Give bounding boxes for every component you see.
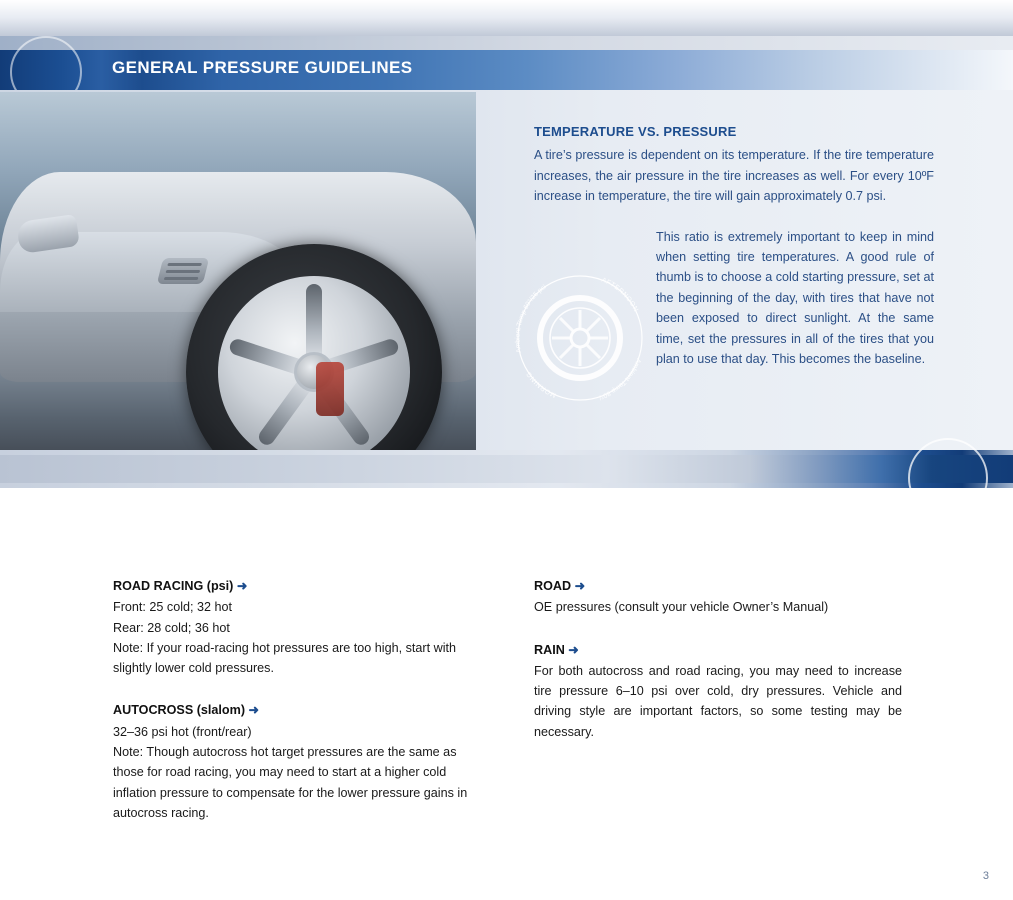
block-road-racing [113, 576, 479, 678]
block-line: For both autocross and road racing, you may need to increase tire pressure 6–10 psi over cold, dry pressures. Vehicle and driving style are important factors, so some testing may be necessary. [534, 663, 902, 739]
arrow-icon: ➜ [568, 642, 579, 657]
hero-paragraph-1: A tire’s pressure is dependent on its temperature. If the tire temperature increases, the air pressure in the tire increases as well. For every 10ºF increase in temperature, the tire will gain approximately 0.7 psi. [534, 148, 934, 204]
top-band-stripe [0, 36, 1013, 50]
hero-section-title: TEMPERATURE VS. PRESSURE [534, 124, 737, 139]
block-rain [534, 640, 902, 742]
block-autocross [113, 700, 479, 823]
arrow-icon: ➜ [248, 703, 260, 718]
watermark-label-bottom-left: MORNING [525, 369, 558, 399]
block-title [534, 640, 902, 660]
wheel-rim [218, 276, 410, 450]
block-title [113, 700, 479, 720]
block-title-text: RAIN [534, 642, 565, 657]
block-title-text: ROAD [534, 579, 572, 593]
arrow-icon: ➜ [236, 579, 248, 593]
block-line: Front: 25 cold; 32 hot [113, 600, 233, 615]
fender-vent [157, 258, 209, 284]
block-title [534, 576, 902, 596]
block-line: OE pressures (consult your vehicle Owner’s Manual) [534, 600, 829, 615]
left-text-column [113, 576, 479, 823]
hero-paragraph-2: This ratio is extremely important to keep in mind when setting tire temperatures. A good rule of thumb is to choose a cold starting pressure, set at the beginning of the day, with tires that have not been exposed to direct sunlight. At the same time, set the pressures in all of the tires that you plan to use that day. This becomes the baseline. [656, 229, 934, 367]
block-title-text: ROAD RACING (psi) [113, 579, 234, 593]
right-text-column [534, 576, 902, 742]
hero-bottom-band-stripe [0, 455, 1013, 483]
page-title: GENERAL PRESSURE GUIDELINES [112, 58, 413, 77]
top-decorative-band [0, 0, 1013, 50]
bottom-circle-decoration [908, 438, 988, 518]
block-line: Rear: 28 cold; 36 hot [113, 620, 230, 635]
page-number: 3 [982, 870, 989, 882]
car-wheel-photo [0, 92, 476, 450]
block-title-text: AUTOCROSS (slalom) [113, 703, 246, 718]
watermark-label-bottom-right: Ambient Temp 80°/ [597, 357, 642, 401]
watermark-label-top-right: AFTERNOON [600, 276, 640, 314]
watermark-label-top-left: Ambient Temp 60°/25 psi [514, 283, 548, 354]
arrow-icon: ➜ [574, 579, 586, 593]
block-line: Note: Though autocross hot target pressures are the same as those for road racing, you may need to start at a higher cold inflation pressure to compensate for the lower pressure gains in autocross racing. [113, 745, 468, 820]
brake-caliper [316, 362, 344, 416]
hero-text-block [534, 122, 934, 369]
block-road [534, 576, 902, 618]
block-line: 32–36 psi hot (front/rear) [113, 724, 252, 739]
block-title [113, 576, 479, 596]
block-line: Note: If your road-racing hot pressures are too high, start with slightly lower cold pressures. [113, 640, 456, 676]
